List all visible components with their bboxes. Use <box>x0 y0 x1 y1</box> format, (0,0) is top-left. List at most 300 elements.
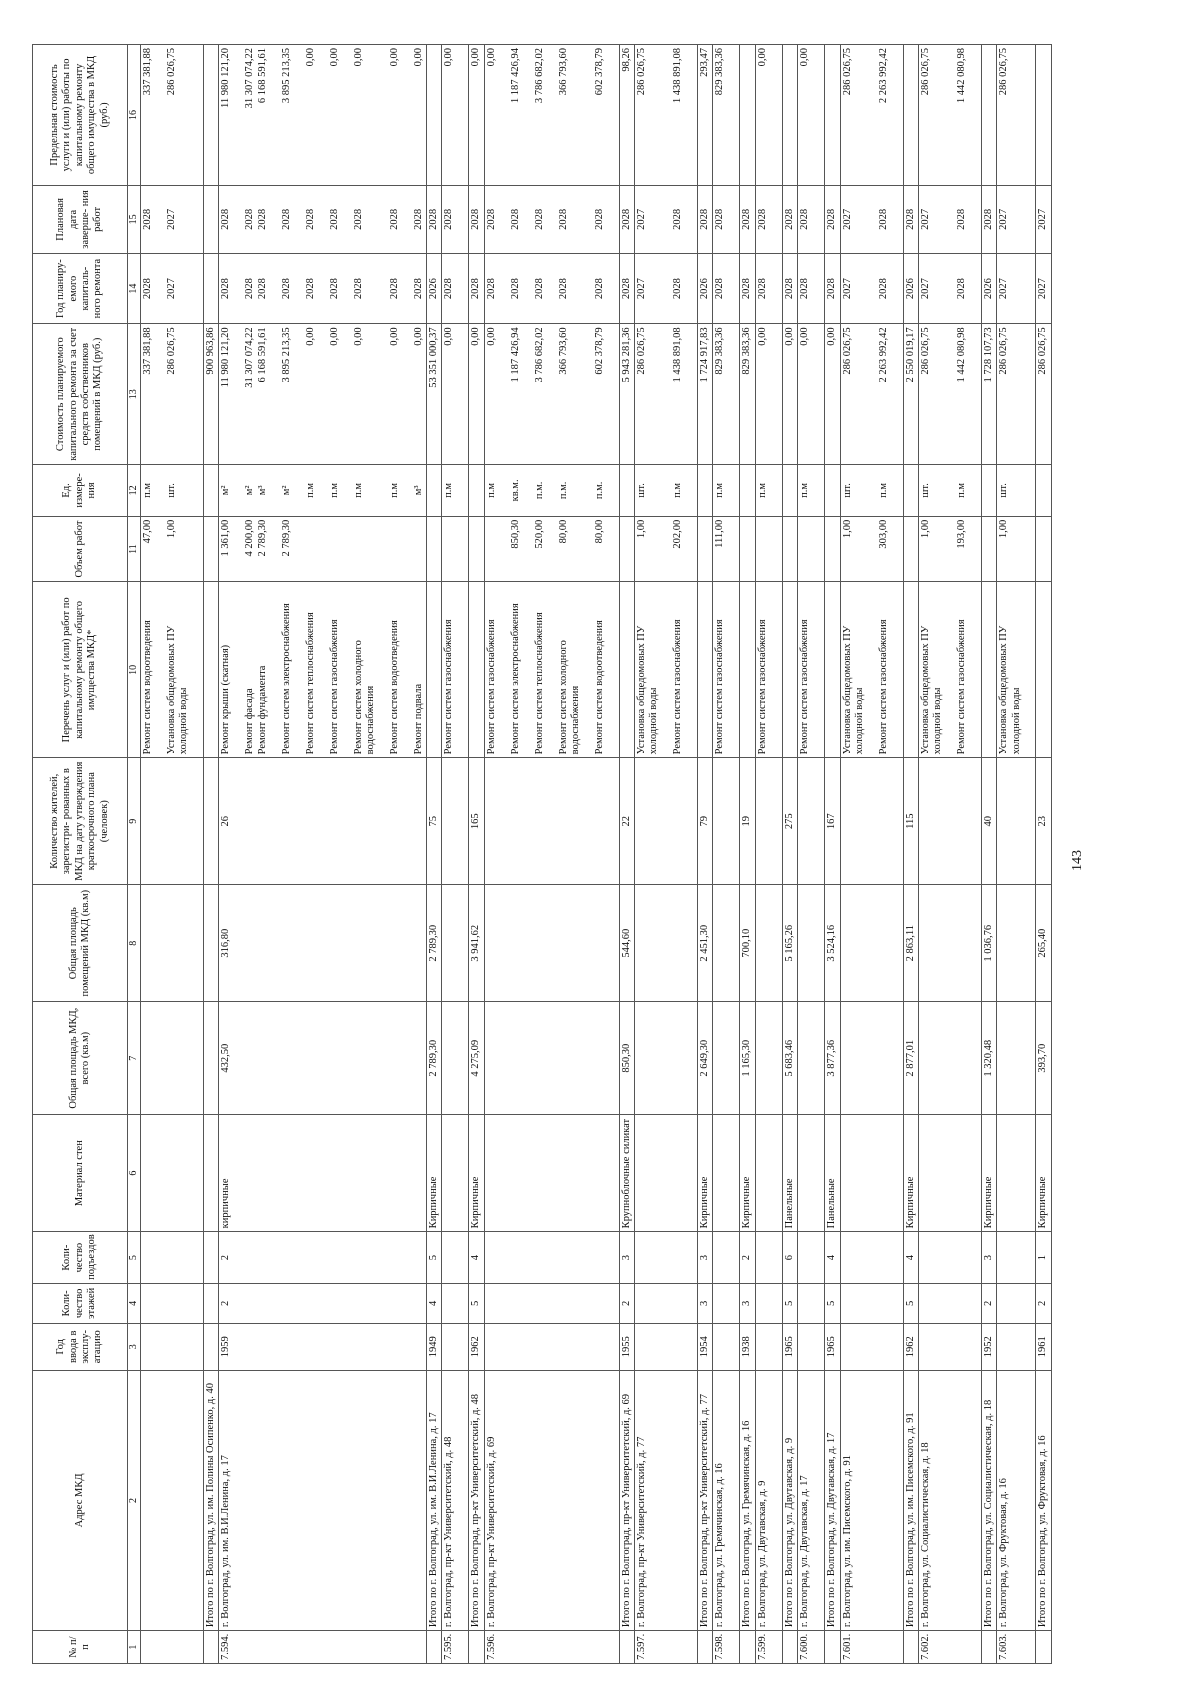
repair-year-cell-line: 2028 <box>485 278 497 300</box>
limit-cost-cell <box>825 45 840 186</box>
cost-cell <box>782 324 797 465</box>
row-number: 7.598. <box>713 1631 740 1664</box>
cost-cell <box>698 324 713 465</box>
limit-cost-cell-line: 286 026,75 <box>919 48 931 96</box>
total-area-cell: 5 683,46 <box>782 1002 797 1115</box>
volume-cell-line: 202,00 <box>672 519 684 549</box>
limit-cost-cell <box>997 45 1036 186</box>
volume-cell <box>798 516 825 582</box>
works-cell <box>798 582 825 758</box>
limit-cost-cell <box>713 45 740 186</box>
floors-cell <box>635 1283 698 1323</box>
completion-date-cell <box>918 185 981 253</box>
row-number <box>1036 1631 1051 1664</box>
residents-cell <box>997 758 1036 885</box>
limit-cost-cell <box>1036 45 1051 186</box>
completion-date-cell <box>635 185 698 253</box>
wall-material-cell <box>840 1115 903 1232</box>
repair-year-cell <box>219 253 427 323</box>
residents-cell <box>203 758 218 885</box>
repair-year-cell <box>619 253 634 323</box>
limit-cost-cell <box>203 45 218 186</box>
column-header: Стоимость планируемого капитального ремонта за счет средств собственников помещений в МКД (руб.) <box>33 324 128 465</box>
year-built-cell <box>755 1323 782 1370</box>
completion-date-cell <box>713 185 740 253</box>
residents-cell: 275 <box>782 758 797 885</box>
cost-cell <box>1036 324 1051 465</box>
floors-cell: 5 <box>782 1283 797 1323</box>
works-cell-line: Ремонт систем холодного водоснабжения <box>557 640 582 755</box>
entrances-cell: 3 <box>981 1232 996 1284</box>
unit-cell-line: п.м. <box>557 481 569 500</box>
limit-cost-cell-line: 0,00 <box>352 48 364 67</box>
year-built-cell <box>997 1323 1036 1370</box>
residents-cell <box>798 758 825 885</box>
entrances-cell: 3 <box>698 1232 713 1284</box>
table-row <box>755 45 782 1664</box>
cost-cell-line: 11 980 121,20 <box>220 327 232 388</box>
repair-year-cell-line: 2028 <box>443 278 455 300</box>
wall-material-cell: Кирпичные <box>740 1115 755 1232</box>
column-header: Плановая дата заверше- ния работ <box>33 185 128 253</box>
total-row <box>698 45 713 1664</box>
residents-cell: 79 <box>698 758 713 885</box>
total-area-cell <box>140 1002 203 1115</box>
column-number: 12 <box>128 465 141 517</box>
cost-cell-line: 0,00 <box>328 327 340 346</box>
repair-year-cell-line: 2028 <box>741 278 753 300</box>
header-row <box>33 45 128 1664</box>
unit-cell <box>840 465 903 517</box>
entrances-cell: 2 <box>219 1232 427 1284</box>
wall-material-cell <box>798 1115 825 1232</box>
works-cell-line: Ремонт систем водоотведения <box>141 620 153 755</box>
cost-cell-line: 900 963,86 <box>204 327 216 375</box>
repair-year-cell <box>840 253 903 323</box>
address-cell: г. Волгоград, ул. им. В.И.Ленина, д. 17 <box>219 1370 427 1630</box>
completion-date-cell-line: 2028 <box>470 208 482 230</box>
column-number: 2 <box>128 1370 141 1630</box>
premises-area-cell: 1 036,76 <box>981 885 996 1002</box>
total-area-cell: 432,50 <box>219 1002 427 1115</box>
address-cell: г. Волгоград, пр-кт Университетский, д. 69 <box>484 1370 619 1630</box>
cost-cell <box>203 324 218 465</box>
unit-cell-line: м² <box>244 485 256 496</box>
completion-date-cell-line: 2028 <box>352 208 364 230</box>
year-built-cell <box>484 1323 619 1370</box>
entrances-cell <box>840 1232 903 1284</box>
repair-year-cell-line: 2028 <box>220 278 232 300</box>
cost-cell <box>798 324 825 465</box>
limit-cost-cell-line: 2 263 992,42 <box>877 48 889 104</box>
completion-date-cell <box>997 185 1036 253</box>
works-cell-line: Ремонт систем теплоснабжения <box>304 612 316 755</box>
repair-year-cell <box>203 253 218 323</box>
completion-date-cell <box>782 185 797 253</box>
year-built-cell <box>798 1323 825 1370</box>
limit-cost-cell-line: 98,26 <box>620 48 632 72</box>
year-built-cell: 1949 <box>426 1323 441 1370</box>
total-area-cell <box>755 1002 782 1115</box>
works-cell-line: Ремонт систем электроснабжения <box>509 603 521 755</box>
address-cell: Итого по г. Волгоград, ул. им. Писемского, д. 91 <box>903 1370 918 1630</box>
floors-cell <box>798 1283 825 1323</box>
cost-cell-line: 829 383,36 <box>714 327 726 375</box>
wall-material-cell <box>997 1115 1036 1232</box>
unit-cell <box>426 465 441 517</box>
unit-cell-line: м² <box>280 485 292 496</box>
unit-cell <box>798 465 825 517</box>
completion-date-cell <box>469 185 484 253</box>
completion-date-cell-line: 2028 <box>799 208 811 230</box>
repair-year-cell <box>997 253 1036 323</box>
limit-cost-cell-line: 286 026,75 <box>998 48 1010 96</box>
floors-cell: 5 <box>903 1283 918 1323</box>
unit-cell-line: п.м <box>485 482 497 498</box>
unit-cell <box>740 465 755 517</box>
completion-date-cell-line: 2028 <box>256 208 268 230</box>
repair-year-cell-line: 2026 <box>904 278 916 300</box>
table-row <box>918 45 981 1664</box>
premises-area-cell: 5 165,26 <box>782 885 797 1002</box>
repair-year-cell <box>469 253 484 323</box>
wall-material-cell: Кирпичные <box>903 1115 918 1232</box>
completion-date-cell <box>740 185 755 253</box>
works-cell <box>755 582 782 758</box>
unit-cell-line: шт. <box>919 483 931 498</box>
volume-cell-line: 2 789,30 <box>256 519 268 557</box>
works-cell-line: Ремонт крыши (скатная) <box>220 644 232 755</box>
limit-cost-cell-line: 1 187 426,94 <box>509 48 521 104</box>
address-cell: Итого по г. Волгоград, ул. им. В.И.Ленина, д. 17 <box>426 1370 441 1630</box>
works-cell <box>782 582 797 758</box>
cost-cell-line: 5 943 281,36 <box>620 327 632 383</box>
limit-cost-cell <box>755 45 782 186</box>
cost-cell <box>918 324 981 465</box>
completion-date-cell-line: 2027 <box>165 208 177 230</box>
repair-year-cell <box>918 253 981 323</box>
column-header: Коли- чество этажей <box>33 1283 128 1323</box>
limit-cost-cell <box>484 45 619 186</box>
cost-cell-line: 2 550 019,17 <box>904 327 916 383</box>
completion-date-cell-line: 2028 <box>783 208 795 230</box>
repair-year-cell-line: 2028 <box>714 278 726 300</box>
completion-date-cell <box>442 185 469 253</box>
limit-cost-cell-line: 31 307 074,22 <box>244 48 256 109</box>
cost-cell-line: 0,00 <box>485 327 497 346</box>
address-cell: Итого по г. Волгоград, ул. Двутавская, д. 9 <box>782 1370 797 1630</box>
column-header: Адрес МКД <box>33 1370 128 1630</box>
row-number <box>140 1631 203 1664</box>
total-row <box>903 45 918 1664</box>
volume-cell-line: 1,00 <box>165 519 177 539</box>
repair-year-cell-line: 2028 <box>533 278 545 300</box>
column-number: 14 <box>128 253 141 323</box>
residents-cell <box>140 758 203 885</box>
cost-cell <box>840 324 903 465</box>
repair-year-cell <box>140 253 203 323</box>
works-cell <box>840 582 903 758</box>
address-cell: г. Волгоград, ул. им. Писемского, д. 91 <box>840 1370 903 1630</box>
completion-date-cell <box>484 185 619 253</box>
total-area-cell: 2 789,30 <box>426 1002 441 1115</box>
works-cell <box>619 582 634 758</box>
entrances-cell <box>798 1232 825 1284</box>
completion-date-cell-line: 2028 <box>955 208 967 230</box>
year-built-cell: 1961 <box>1036 1323 1051 1370</box>
column-number: 6 <box>128 1115 141 1232</box>
cost-cell <box>740 324 755 465</box>
cost-cell-line: 0,00 <box>412 327 424 346</box>
column-header: Объем работ <box>33 516 128 582</box>
cost-cell-line: 1 442 080,98 <box>955 327 967 383</box>
column-header: Количество жителей, зарегистри- рованных в МКД на дату утверждения краткосрочного плана (человек) <box>33 758 128 885</box>
total-area-cell <box>798 1002 825 1115</box>
limit-cost-cell-line: 0,00 <box>470 48 482 67</box>
floors-cell: 2 <box>981 1283 996 1323</box>
limit-cost-cell <box>426 45 441 186</box>
completion-date-cell <box>426 185 441 253</box>
entrances-cell <box>484 1232 619 1284</box>
row-number: 7.594. <box>219 1631 427 1664</box>
repair-year-cell-line: 2026 <box>982 278 994 300</box>
unit-cell-line: м³ <box>256 485 268 496</box>
row-number <box>903 1631 918 1664</box>
limit-cost-cell <box>840 45 903 186</box>
repair-year-cell-line: 2028 <box>328 278 340 300</box>
works-cell <box>203 582 218 758</box>
completion-date-cell <box>140 185 203 253</box>
completion-date-cell-line: 2027 <box>919 208 931 230</box>
cost-cell <box>997 324 1036 465</box>
total-area-cell <box>635 1002 698 1115</box>
residents-cell <box>635 758 698 885</box>
cost-cell <box>140 324 203 465</box>
unit-cell-line: п.м. <box>533 481 545 500</box>
wall-material-cell: Крупноблочные силикат <box>619 1115 634 1232</box>
column-number: 3 <box>128 1323 141 1370</box>
year-built-cell <box>635 1323 698 1370</box>
unit-cell <box>635 465 698 517</box>
unit-cell <box>203 465 218 517</box>
completion-date-cell-line: 2028 <box>304 208 316 230</box>
repair-year-cell-line: 2028 <box>304 278 316 300</box>
residents-cell <box>484 758 619 885</box>
column-header: Общая площадь МКД, всего (кв.м) <box>33 1002 128 1115</box>
works-cell <box>442 582 469 758</box>
floors-cell <box>484 1283 619 1323</box>
address-cell: Итого по г. Волгоград, пр-кт Университетский, д. 77 <box>698 1370 713 1630</box>
completion-date-cell <box>619 185 634 253</box>
column-number: 10 <box>128 582 141 758</box>
works-cell-line: Ремонт фундамента <box>256 665 268 755</box>
completion-date-cell <box>981 185 996 253</box>
premises-area-cell <box>798 885 825 1002</box>
limit-cost-cell-line: 0,00 <box>756 48 768 67</box>
volume-cell <box>782 516 797 582</box>
total-area-cell: 393,70 <box>1036 1002 1051 1115</box>
floors-cell <box>713 1283 740 1323</box>
premises-area-cell <box>840 885 903 1002</box>
cost-cell <box>442 324 469 465</box>
completion-date-cell <box>755 185 782 253</box>
repair-year-cell-line: 2028 <box>756 278 768 300</box>
cost-cell-line: 53 351 000,37 <box>427 327 439 388</box>
premises-area-cell: 700,10 <box>740 885 755 1002</box>
wall-material-cell <box>713 1115 740 1232</box>
completion-date-cell-line: 2028 <box>328 208 340 230</box>
residents-cell: 75 <box>426 758 441 885</box>
volume-cell <box>203 516 218 582</box>
address-cell: Итого по г. Волгоград, ул. им. Полины Осипенко, д. 40 <box>203 1370 218 1630</box>
repair-year-cell <box>981 253 996 323</box>
cost-cell-line: 602 378,79 <box>593 327 605 375</box>
cost-cell-line: 6 168 591,61 <box>256 327 268 383</box>
unit-cell <box>713 465 740 517</box>
volume-cell-line <box>799 520 823 579</box>
address-cell: г. Волгоград, пр-кт Университетский, д. 77 <box>635 1370 698 1630</box>
premises-area-cell: 265,40 <box>1036 885 1051 1002</box>
year-built-cell: 1965 <box>825 1323 840 1370</box>
completion-date-cell-line: 2028 <box>141 208 153 230</box>
works-cell-line: Установка общедомовых ПУ холодной воды <box>998 625 1022 755</box>
premises-area-cell <box>755 885 782 1002</box>
limit-cost-cell <box>740 45 755 186</box>
unit-cell <box>698 465 713 517</box>
cost-cell-line: 0,00 <box>388 327 400 346</box>
volume-cell-line: 80,00 <box>557 519 569 544</box>
limit-cost-cell-line: 602 378,79 <box>593 48 605 96</box>
volume-cell-line: 303,00 <box>877 519 889 549</box>
residents-cell: 167 <box>825 758 840 885</box>
completion-date-cell-line: 2027 <box>636 208 648 230</box>
limit-cost-cell <box>698 45 713 186</box>
volume-cell-line <box>329 520 353 579</box>
works-cell-line: Ремонт систем водоотведения <box>593 620 605 755</box>
entrances-cell <box>997 1232 1036 1284</box>
limit-cost-cell-line: 293,47 <box>699 48 711 77</box>
works-cell-line: Установка общедомовых ПУ холодной воды <box>841 625 865 755</box>
repair-year-cell-line: 2027 <box>919 278 931 300</box>
repair-year-cell-line: 2026 <box>699 278 711 300</box>
residents-cell: 19 <box>740 758 755 885</box>
unit-cell-line: п.м <box>141 482 153 498</box>
residents-cell <box>713 758 740 885</box>
floors-cell: 2 <box>1036 1283 1051 1323</box>
completion-date-cell <box>1036 185 1051 253</box>
completion-date-cell-line: 2028 <box>388 208 400 230</box>
unit-cell <box>825 465 840 517</box>
wall-material-cell: кирпичные <box>219 1115 427 1232</box>
cost-cell-line: 337 381,88 <box>141 327 153 375</box>
limit-cost-cell <box>782 45 797 186</box>
row-number: 7.596. <box>484 1631 619 1664</box>
entrances-cell <box>203 1232 218 1284</box>
unit-cell-line: кв.м. <box>509 479 521 502</box>
residents-cell: 26 <box>219 758 427 885</box>
entrances-cell <box>442 1232 469 1284</box>
repair-year-cell-line: 2027 <box>636 278 648 300</box>
address-cell: г. Волгоград, ул. Социалистическая, д. 18 <box>918 1370 981 1630</box>
completion-date-cell-line: 2028 <box>672 208 684 230</box>
total-area-cell <box>918 1002 981 1115</box>
limit-cost-cell <box>469 45 484 186</box>
premises-area-cell: 544,60 <box>619 885 634 1002</box>
cost-cell <box>469 324 484 465</box>
repair-year-cell-line: 2028 <box>955 278 967 300</box>
limit-cost-cell <box>619 45 634 186</box>
entrances-cell: 4 <box>825 1232 840 1284</box>
repair-year-cell-line: 2028 <box>783 278 795 300</box>
year-built-cell: 1938 <box>740 1323 755 1370</box>
wall-material-cell: Панельные <box>825 1115 840 1232</box>
repair-year-cell <box>426 253 441 323</box>
repair-year-cell <box>755 253 782 323</box>
capital-repair-table <box>32 44 1052 1664</box>
year-built-cell: 1965 <box>782 1323 797 1370</box>
total-row <box>469 45 484 1664</box>
address-cell: Итого по г. Волгоград, ул. Фруктовая, д. 16 <box>1036 1370 1051 1630</box>
year-built-cell <box>713 1323 740 1370</box>
row-number <box>619 1631 634 1664</box>
limit-cost-cell-line: 1 442 080,98 <box>955 48 967 104</box>
cost-cell-line: 286 026,75 <box>165 327 177 375</box>
row-number <box>426 1631 441 1664</box>
volume-cell-line: 2 789,30 <box>280 519 292 557</box>
year-built-cell <box>140 1323 203 1370</box>
completion-date-cell-line: 2028 <box>826 208 838 230</box>
entrances-cell: 2 <box>740 1232 755 1284</box>
cost-cell-line: 0,00 <box>352 327 364 346</box>
residents-cell <box>918 758 981 885</box>
table-body <box>140 45 1051 1664</box>
residents-cell: 40 <box>981 758 996 885</box>
volume-cell-line <box>305 520 329 579</box>
works-cell-line: Ремонт систем газоснабжения <box>955 619 967 755</box>
unit-cell <box>981 465 996 517</box>
address-cell: г. Волгоград, ул. Гремячинская, д. 16 <box>713 1370 740 1630</box>
cost-cell <box>755 324 782 465</box>
volume-cell-line: 111,00 <box>714 519 726 548</box>
repair-year-cell-line: 2028 <box>557 278 569 300</box>
entrances-cell: 4 <box>469 1232 484 1284</box>
completion-date-cell-line: 2028 <box>982 208 994 230</box>
row-number: 7.600. <box>798 1631 825 1664</box>
unit-cell <box>1036 465 1051 517</box>
completion-date-cell <box>698 185 713 253</box>
total-area-cell <box>713 1002 740 1115</box>
volume-cell-line: 520,00 <box>533 519 545 549</box>
completion-date-cell <box>825 185 840 253</box>
works-cell <box>713 582 740 758</box>
volume-cell-line <box>353 520 389 579</box>
works-cell <box>997 582 1036 758</box>
premises-area-cell: 2 863,11 <box>903 885 918 1002</box>
column-number: 1 <box>128 1631 141 1664</box>
column-number: 7 <box>128 1002 141 1115</box>
limit-cost-cell <box>442 45 469 186</box>
page-number: 143 <box>1070 850 1085 871</box>
row-number <box>698 1631 713 1664</box>
volume-cell <box>840 516 903 582</box>
volume-cell <box>997 516 1036 582</box>
unit-cell-line: м² <box>220 485 232 496</box>
volume-cell <box>140 516 203 582</box>
cost-cell-line: 0,00 <box>443 327 455 346</box>
volume-cell <box>825 516 840 582</box>
limit-cost-cell-line: 11 980 121,20 <box>220 48 232 108</box>
unit-cell <box>918 465 981 517</box>
